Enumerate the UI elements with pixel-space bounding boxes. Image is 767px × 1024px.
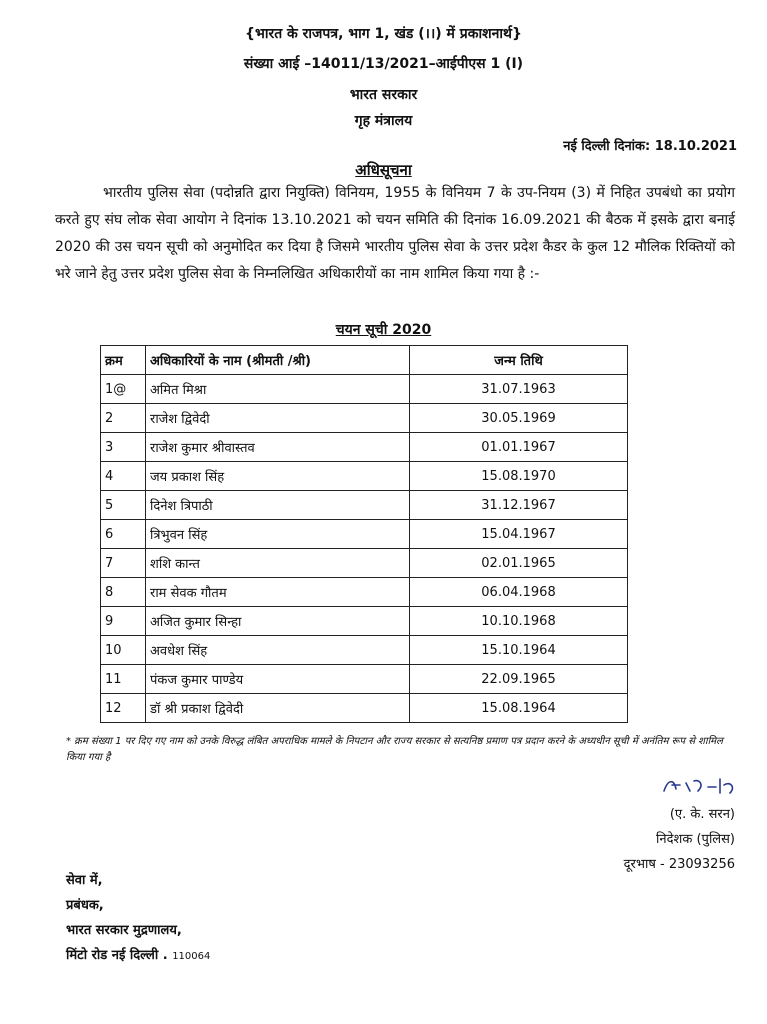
- name-cell: अमित मिश्रा: [146, 375, 410, 404]
- serial-cell: 2: [101, 404, 146, 433]
- table-row: [101, 636, 628, 665]
- header-serial: क्रम: [101, 346, 146, 375]
- recipient-title: प्रबंधक,: [66, 898, 104, 913]
- dob-cell: 15.04.1967: [410, 520, 628, 549]
- name-cell: शशि कान्त: [146, 549, 410, 578]
- name-cell: पंकज कुमार पाण्डेय: [146, 665, 410, 694]
- signatory-designation: निदेशक (पुलिस): [656, 832, 735, 847]
- header-birth-date: जन्म तिथि: [410, 346, 628, 375]
- dob-cell: 15.10.1964: [410, 636, 628, 665]
- name-cell: त्रिभुवन सिंह: [146, 520, 410, 549]
- serial-cell: 7: [101, 549, 146, 578]
- dob-cell: 31.12.1967: [410, 491, 628, 520]
- handwritten-signature: [660, 775, 740, 797]
- table-row: [101, 607, 628, 636]
- serial-cell: 10: [101, 636, 146, 665]
- serial-cell: 6: [101, 520, 146, 549]
- recipient-organization: भारत सरकार मुद्रणालय,: [66, 923, 182, 938]
- dob-cell: 15.08.1970: [410, 462, 628, 491]
- table-row: [101, 375, 628, 404]
- notification-paragraph: भारतीय पुलिस सेवा (पदोन्नति द्वारा नियुक्ति) विनियम, 1955 के विनियम 7 के उप-नियम (3) में निहित उपबंधो का प्रयोग करते हुए संघ लोक सेवा आयोग ने दिनांक 13.10.2021 को चयन समिति की दिनांक 16.09.2021 की बैठक में इसके द्वारा बनाई 2020 की उस चयन सूची को अनुमोदित कर दिया है जिसमे भारतीय पुलिस सेवा के उत्तर प्रदेश कैडर के कुल 12 मौलिक रिक्तियों को भरे जाने हेतु उत्तर प्रदेश पुलिस सेवा के निम्नलिखित अधिकारीयों का नाम शामिल किया गया है :-: [55, 185, 735, 282]
- dob-cell: 31.07.1963: [410, 375, 628, 404]
- dob-cell: 02.01.1965: [410, 549, 628, 578]
- table-row: [101, 491, 628, 520]
- dob-cell: 01.01.1967: [410, 433, 628, 462]
- dob-cell: 22.09.1965: [410, 665, 628, 694]
- footnote: * क्रम संख्या 1 पर दिए गए नाम को उनके विरुद्ध लंबित अपराधिक मामले के निपटान और राज्य सरकार से सत्यनिष्ठ प्रमाण पत्र प्रदान करने के अध्यधीन सूची में अनंतिम रूप से शामिल किया गया है: [66, 736, 723, 763]
- selection-list-table: [100, 345, 628, 723]
- date-line: नई दिल्ली दिनांक: 18.10.2021: [563, 139, 737, 154]
- recipient-pin: 110064: [172, 951, 211, 962]
- recipient-street: मिंटो रोड नई दिल्ली .: [66, 948, 168, 963]
- reference-number: संख्या आई –14011/13/2021–आईपीएस 1 (I): [243, 56, 524, 72]
- recipient-address: [66, 945, 210, 963]
- serial-cell: 1@: [101, 375, 146, 404]
- dob-cell: 30.05.1969: [410, 404, 628, 433]
- government-name: भारत सरकार: [349, 87, 418, 103]
- serial-cell: 12: [101, 694, 146, 723]
- selection-list-title: चयन सूची 2020: [335, 322, 432, 338]
- table-row: [101, 462, 628, 491]
- serial-cell: 3: [101, 433, 146, 462]
- serial-cell: 9: [101, 607, 146, 636]
- dob-cell: 06.04.1968: [410, 578, 628, 607]
- name-cell: अवधेश सिंह: [146, 636, 410, 665]
- serial-cell: 4: [101, 462, 146, 491]
- name-cell: राजेश द्विवेदी: [146, 404, 410, 433]
- table-row: [101, 520, 628, 549]
- gazette-header: {भारत के राजपत्र, भाग 1, खंड (।।) में प्रकाशनार्थ}: [245, 26, 522, 42]
- name-cell: राजेश कुमार श्रीवास्तव: [146, 433, 410, 462]
- table-header-row: [101, 346, 628, 375]
- signatory-phone: दूरभाष - 23093256: [623, 857, 735, 872]
- ministry-name: गृह मंत्रालय: [354, 113, 413, 129]
- table-row: [101, 549, 628, 578]
- table-row: [101, 578, 628, 607]
- dob-cell: 10.10.1968: [410, 607, 628, 636]
- signatory-name: (ए. के. सरन): [669, 807, 735, 822]
- name-cell: राम सेवक गौतम: [146, 578, 410, 607]
- table-row: [101, 404, 628, 433]
- recipient-salutation: सेवा में,: [66, 873, 103, 888]
- notification-title: अधिसूचना: [355, 161, 412, 179]
- name-cell: जय प्रकाश सिंह: [146, 462, 410, 491]
- table-row: [101, 433, 628, 462]
- serial-cell: 11: [101, 665, 146, 694]
- serial-cell: 8: [101, 578, 146, 607]
- table-row: [101, 694, 628, 723]
- table-row: [101, 665, 628, 694]
- dob-cell: 15.08.1964: [410, 694, 628, 723]
- name-cell: दिनेश त्रिपाठी: [146, 491, 410, 520]
- name-cell: अजित कुमार सिन्हा: [146, 607, 410, 636]
- name-cell: डॉ श्री प्रकाश द्विवेदी: [146, 694, 410, 723]
- header-officer-name: अधिकारियों के नाम (श्रीमती /श्री): [146, 346, 410, 375]
- serial-cell: 5: [101, 491, 146, 520]
